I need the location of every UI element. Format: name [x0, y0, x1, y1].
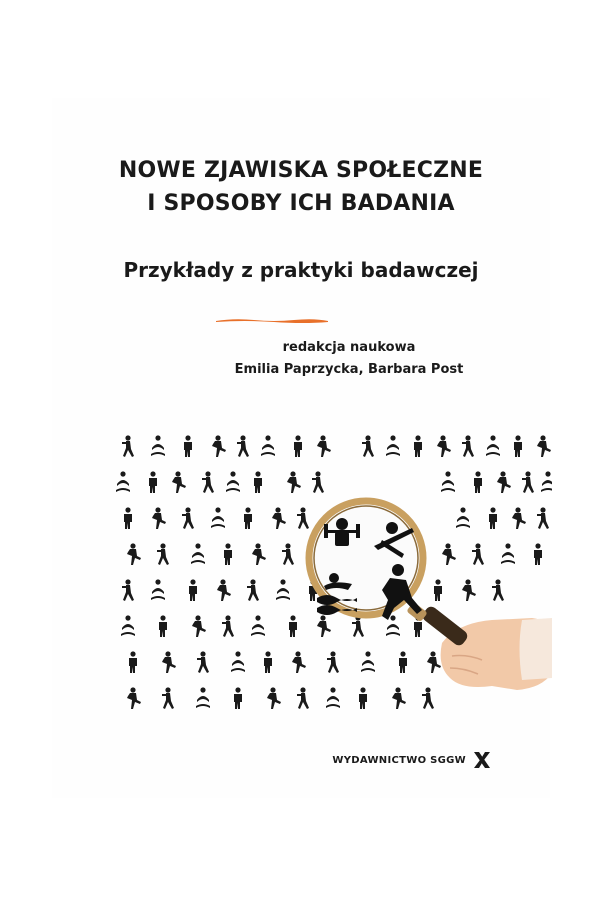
sport-pictogram-icon — [172, 471, 186, 493]
sport-pictogram-icon — [162, 687, 174, 709]
sport-pictogram-icon — [522, 471, 534, 493]
sport-pictogram-icon — [294, 435, 302, 457]
sport-pictogram-icon — [486, 435, 500, 456]
sport-pictogram-icon — [226, 471, 240, 492]
sport-pictogram-icon — [237, 435, 249, 457]
sport-pictogram-icon — [427, 651, 441, 673]
sport-pictogram-icon — [252, 543, 266, 565]
sport-pictogram-icon — [251, 615, 265, 636]
sport-pictogram-icon — [534, 543, 542, 565]
publisher-block — [332, 750, 492, 770]
sport-pictogram-icon — [224, 543, 232, 565]
sport-pictogram-icon — [152, 507, 166, 529]
sport-pictogram-icon — [121, 615, 135, 636]
sport-pictogram-icon — [537, 507, 549, 529]
editor-names: Emilia Paprzycka, Barbara Post — [234, 362, 464, 377]
sport-pictogram-icon — [127, 687, 141, 709]
sport-pictogram-icon — [247, 579, 259, 601]
sport-pictogram-icon — [462, 579, 476, 601]
sport-pictogram-icon — [501, 543, 515, 564]
sport-pictogram-icon — [492, 579, 504, 601]
sport-pictogram-icon — [116, 471, 130, 492]
sport-pictogram-icon — [434, 579, 442, 601]
sport-pictogram-icon — [267, 687, 281, 709]
sport-pictogram-icon — [254, 471, 262, 493]
sport-pictogram-icon — [497, 471, 511, 493]
sport-pictogram-icon — [272, 507, 286, 529]
sport-pictogram-icon — [192, 615, 206, 637]
sport-pictogram-icon — [462, 435, 474, 457]
sport-pictogram-icon — [441, 471, 455, 492]
sport-pictogram-icon — [129, 651, 137, 673]
sport-pictogram-icon — [512, 507, 526, 529]
sport-pictogram-icon — [326, 687, 340, 708]
sport-pictogram-icon — [157, 543, 169, 565]
sport-pictogram-icon — [124, 507, 132, 529]
sport-pictogram-icon — [231, 651, 245, 672]
pictogram-illustration — [112, 428, 552, 718]
title-line-2: I SPOSOBY ICH BADANIA — [147, 191, 455, 216]
sport-pictogram-icon — [392, 687, 406, 709]
sport-pictogram-icon — [414, 435, 422, 457]
sport-pictogram-icon — [149, 471, 157, 493]
sport-pictogram-icon — [437, 435, 451, 457]
sport-pictogram-icon — [317, 615, 331, 637]
book-cover — [52, 98, 550, 798]
sport-pictogram-icon — [359, 687, 367, 709]
sport-pictogram-icon — [234, 687, 242, 709]
sport-pictogram-icon — [122, 579, 134, 601]
sport-pictogram-icon — [151, 435, 165, 456]
sport-pictogram-icon — [287, 471, 301, 493]
sport-pictogram-icon — [289, 615, 297, 637]
orange-brush-stroke — [214, 316, 330, 325]
sport-pictogram-icon — [217, 579, 231, 601]
sport-pictogram-icon — [122, 435, 134, 457]
sport-pictogram-icon — [297, 687, 309, 709]
sport-pictogram-icon — [197, 651, 209, 673]
sport-pictogram-icon — [362, 435, 374, 457]
sport-pictogram-icon — [264, 651, 272, 673]
sport-pictogram-icon — [191, 543, 205, 564]
sport-pictogram-icon — [422, 687, 434, 709]
sport-pictogram-icon — [514, 435, 522, 457]
sport-pictogram-icon — [189, 579, 197, 601]
sport-pictogram-icon — [537, 435, 551, 457]
sport-pictogram-icon — [312, 471, 324, 493]
sport-pictogram-icon — [456, 507, 470, 528]
sport-pictogram-icon — [292, 651, 306, 673]
subtitle: Przykłady z praktyki badawczej — [123, 258, 479, 282]
publisher-logo-icon — [472, 750, 492, 770]
sport-pictogram-icon — [541, 471, 552, 492]
sport-pictogram-icon — [212, 435, 226, 457]
sport-pictogram-icon — [159, 615, 167, 637]
sport-pictogram-icon — [196, 687, 210, 708]
sport-pictogram-icon — [361, 651, 375, 672]
title-line-1: NOWE ZJAWISKA SPOŁECZNE — [118, 158, 484, 183]
sport-pictogram-icon — [127, 543, 141, 565]
sport-pictogram-icon — [489, 507, 497, 529]
sport-pictogram-icon — [222, 615, 234, 637]
sport-pictogram-icon — [474, 471, 482, 493]
sport-pictogram-icon — [162, 651, 176, 673]
sport-pictogram-icon — [327, 651, 339, 673]
sport-pictogram-icon — [244, 507, 252, 529]
sport-pictogram-icon — [151, 579, 165, 600]
sport-pictogram-icon — [182, 507, 194, 529]
editor-label: redakcja naukowa — [282, 340, 416, 355]
sport-pictogram-icon — [352, 615, 364, 637]
sport-pictogram-icon — [282, 543, 294, 565]
sport-pictogram-icon — [472, 543, 484, 565]
sport-pictogram-icon — [202, 471, 214, 493]
sport-pictogram-icon — [261, 435, 275, 456]
sport-pictogram-icon — [399, 651, 407, 673]
sport-pictogram-icon — [297, 507, 309, 529]
sport-pictogram-icon — [211, 507, 225, 528]
sport-pictogram-icon — [276, 579, 290, 600]
sport-pictogram-icon — [442, 543, 456, 565]
sport-pictogram-icon — [386, 435, 400, 456]
publisher-name: WYDAWNICTWO SGGW — [332, 754, 466, 766]
sport-pictogram-icon — [184, 435, 192, 457]
sport-pictogram-icon — [317, 435, 331, 457]
